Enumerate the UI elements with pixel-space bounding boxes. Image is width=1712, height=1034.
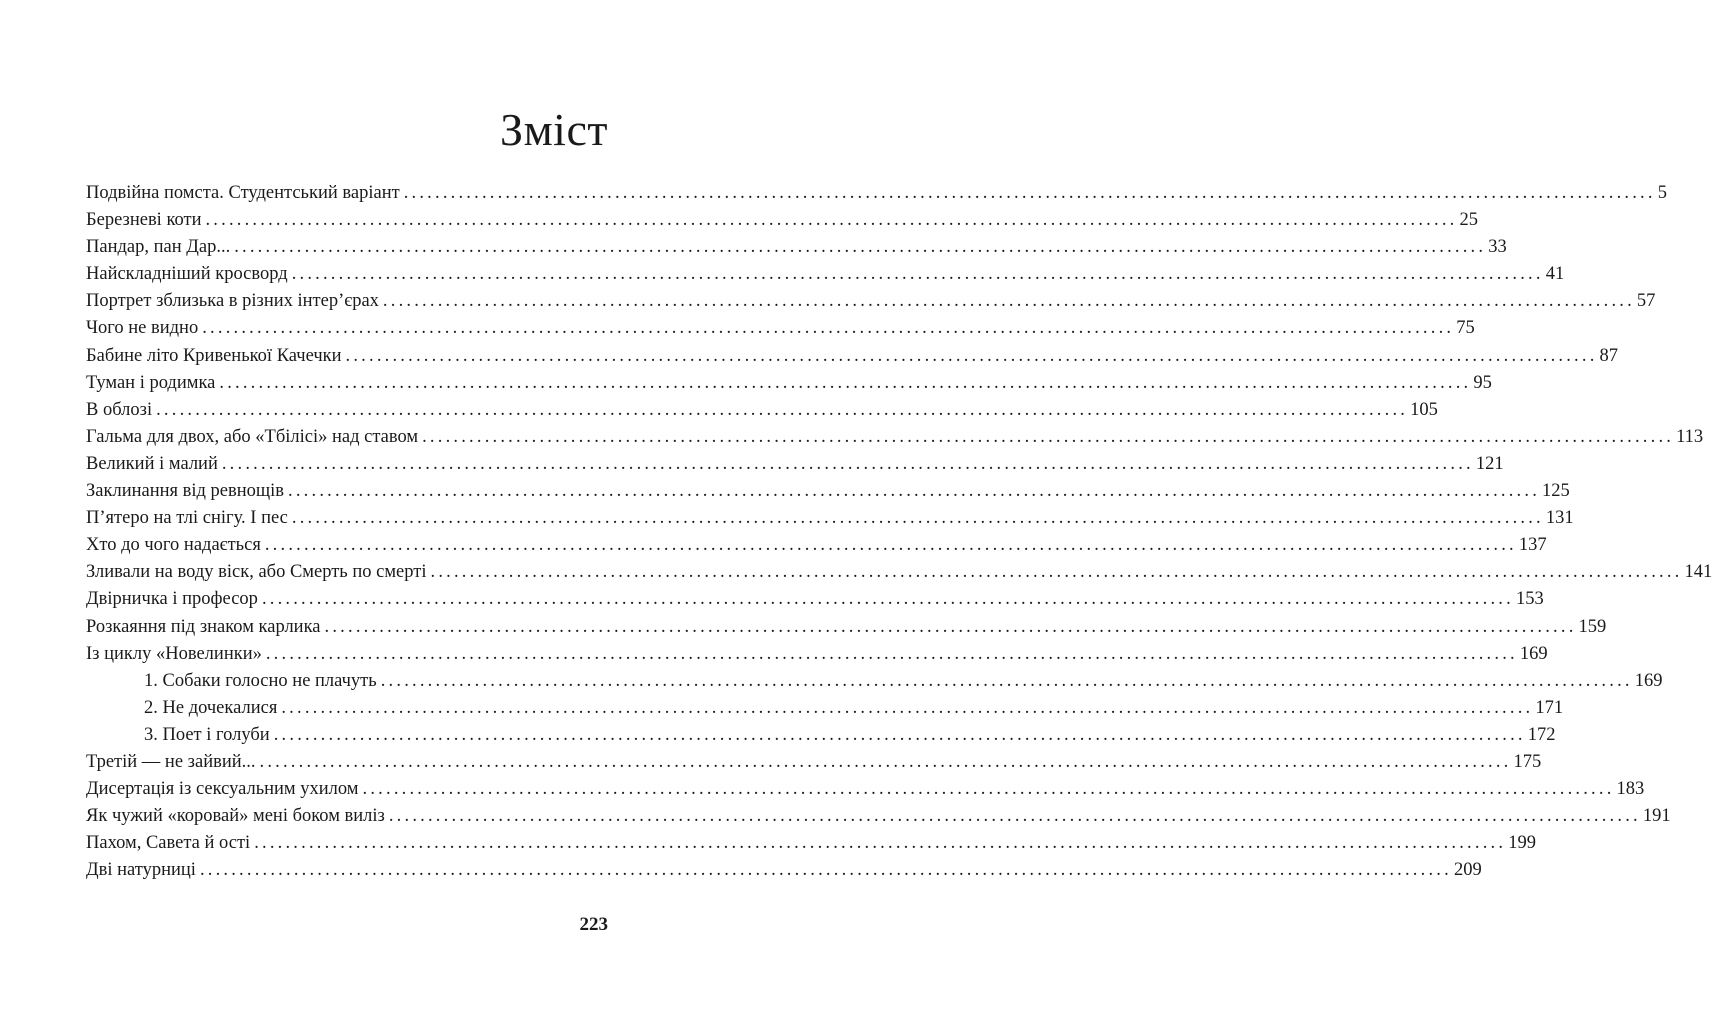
toc-entry-page: 171 <box>1535 697 1564 718</box>
toc-leader-dots: ................................................................................................................................................................ <box>288 481 1541 502</box>
toc-entry-title: Бабине літо Кривенької Качечки <box>86 345 342 366</box>
toc-entry <box>86 505 1574 532</box>
toc-entry-title: В облозі <box>86 399 153 420</box>
toc-subentry <box>86 722 1556 749</box>
toc-leader-dots: ................................................................................................................................................................ <box>291 264 1544 285</box>
toc-entry-page: 75 <box>1456 318 1475 339</box>
toc-entry-title: Заклинання від ревнощів <box>86 481 285 502</box>
toc-leader-dots: ................................................................................................................................................................ <box>219 372 1472 393</box>
toc-entry-title: Гальма для двох, або «Тбілісі» над ставом <box>86 426 419 447</box>
toc-leader-dots: ................................................................................................................................................................ <box>291 508 1544 529</box>
toc-leader-dots: ................................................................................................................................................................ <box>380 670 1633 691</box>
toc-entry <box>86 776 1645 803</box>
toc-entry <box>86 370 1492 397</box>
toc-entry-page: 113 <box>1676 426 1704 447</box>
page-number: 223 <box>579 914 608 935</box>
toc-entry <box>86 532 1547 559</box>
toc-entry <box>86 749 1542 776</box>
toc-entry-title: Третій — не зайвий... <box>86 751 256 772</box>
toc-entry-title: Березневі коти <box>86 210 202 231</box>
toc-entry-title: Зливали на воду віск, або Смерть по смерті <box>86 562 427 583</box>
toc-leader-dots: ................................................................................................................................................................ <box>259 751 1512 772</box>
toc-entry <box>86 424 1704 451</box>
toc-entry-page: 25 <box>1459 210 1478 231</box>
toc-entry <box>86 641 1548 668</box>
toc-entry-page: 199 <box>1508 833 1536 854</box>
toc-leader-dots: ................................................................................................................................................................ <box>199 860 1452 881</box>
toc-entry-title: Пандар, пан Дар... <box>86 237 231 258</box>
toc-entry <box>86 559 1712 586</box>
toc-entry-title: Портрет зблизька в різних інтер’єрах <box>86 291 379 312</box>
toc-entry <box>86 180 1667 207</box>
toc-entry-page: 121 <box>1475 453 1504 474</box>
toc-entry-page: 95 <box>1473 372 1492 393</box>
toc-entry-title: 1. Собаки голосно не плачуть <box>144 670 377 691</box>
toc-leader-dots: ................................................................................................................................................................ <box>265 643 1518 664</box>
toc-entry <box>86 451 1504 478</box>
toc-subentry <box>86 695 1564 722</box>
toc-entry-title: Подвійна помста. Студентський варіант <box>86 183 400 203</box>
toc-leader-dots: ................................................................................................................................................................ <box>254 833 1507 854</box>
toc-entry-title: Як чужий «коровай» мені боком виліз <box>86 806 385 827</box>
toc-entry-page: 169 <box>1634 670 1663 691</box>
toc-entry <box>86 207 1478 234</box>
toc-entry-page: 131 <box>1545 508 1574 529</box>
toc-entry <box>86 315 1475 342</box>
toc-leader-dots: ................................................................................................................................................................ <box>261 589 1514 610</box>
toc-entry-title: Хто до чого надається <box>86 535 261 556</box>
toc-entry-title: Дві натурниці <box>86 860 196 881</box>
toc-entry <box>86 397 1438 424</box>
toc-entry-page: 183 <box>1616 779 1645 800</box>
table-of-contents <box>86 180 1712 884</box>
toc-entry-page: 87 <box>1599 345 1619 366</box>
toc-leader-dots: ................................................................................................................................................................ <box>430 562 1683 583</box>
toc-entry <box>86 586 1544 613</box>
toc-entry-title: Із циклу «Новелинки» <box>86 643 262 664</box>
toc-entry-page: 209 <box>1453 860 1482 881</box>
toc-entry-page: 41 <box>1545 264 1565 285</box>
toc-entry-page: 33 <box>1488 237 1507 258</box>
toc-entry-page: 57 <box>1636 291 1656 312</box>
toc-entry-page: 125 <box>1542 481 1570 502</box>
toc-subentry <box>86 668 1663 695</box>
toc-entry-title: Дисертація із сексуальним ухилом <box>86 779 359 800</box>
toc-leader-dots: ................................................................................................................................................................ <box>422 426 1675 447</box>
toc-leader-dots: ................................................................................................................................................................ <box>324 616 1577 637</box>
toc-entry-page: 175 <box>1513 751 1542 772</box>
toc-leader-dots: ................................................................................................................................................................ <box>156 399 1409 420</box>
toc-entry-page: 153 <box>1515 589 1544 610</box>
toc-entry <box>86 288 1656 315</box>
toc-entry <box>86 343 1619 370</box>
toc-leader-dots: ................................................................................................................................................................ <box>202 318 1455 339</box>
toc-entry-title: 2. Не дочекалися <box>144 697 278 718</box>
page-title: Зміст <box>500 104 608 155</box>
toc-entry-page: 191 <box>1642 806 1671 827</box>
toc-leader-dots: ................................................................................................................................................................ <box>205 210 1458 231</box>
toc-entry-title: Туман і родимка <box>86 372 216 393</box>
toc-leader-dots: ................................................................................................................................................................ <box>388 806 1641 827</box>
toc-entry-page: 105 <box>1410 399 1438 420</box>
toc-entry <box>86 857 1482 884</box>
toc-leader-dots: ................................................................................................................................................................ <box>221 453 1474 474</box>
toc-entry <box>86 261 1565 288</box>
toc-leader-dots: ................................................................................................................................................................ <box>345 345 1598 366</box>
toc-leader-dots: ................................................................................................................................................................ <box>273 724 1526 745</box>
toc-leader-dots: ................................................................................................................................................................ <box>281 697 1534 718</box>
toc-entry-title: Великий і малий <box>86 453 218 474</box>
toc-entry-page: 137 <box>1518 535 1547 556</box>
toc-entry <box>86 803 1671 830</box>
toc-leader-dots: ................................................................................................................................................................ <box>382 291 1635 312</box>
toc-entry-page: 172 <box>1527 724 1556 745</box>
toc-leader-dots: ................................................................................................................................................................ <box>362 779 1615 800</box>
toc-entry-page: 5 <box>1657 183 1667 203</box>
toc-entry-title: Найскладніший кросворд <box>86 264 288 285</box>
toc-leader-dots: ................................................................................................................................................................ <box>234 237 1487 258</box>
toc-entry <box>86 478 1570 505</box>
toc-entry-title: Двірничка і професор <box>86 589 258 610</box>
toc-entry-title: 3. Поет і голуби <box>144 724 270 745</box>
toc-entry-title: Пахом, Савета й ості <box>86 833 251 854</box>
toc-entry-title: П’ятеро на тлі снігу. І пес <box>86 508 288 529</box>
toc-entry <box>86 614 1607 641</box>
toc-entry <box>86 234 1507 261</box>
toc-leader-dots: ................................................................................................................................................................ <box>403 183 1656 203</box>
toc-entry-title: Розкаяння під знаком карлика <box>86 616 321 637</box>
toc-entry <box>86 830 1536 857</box>
toc-entry-title: Чого не видно <box>86 318 199 339</box>
toc-entry-page: 169 <box>1519 643 1548 664</box>
toc-entry-page: 159 <box>1578 616 1607 637</box>
toc-leader-dots: ................................................................................................................................................................ <box>264 535 1517 556</box>
toc-entry-page: 141 <box>1684 562 1712 583</box>
